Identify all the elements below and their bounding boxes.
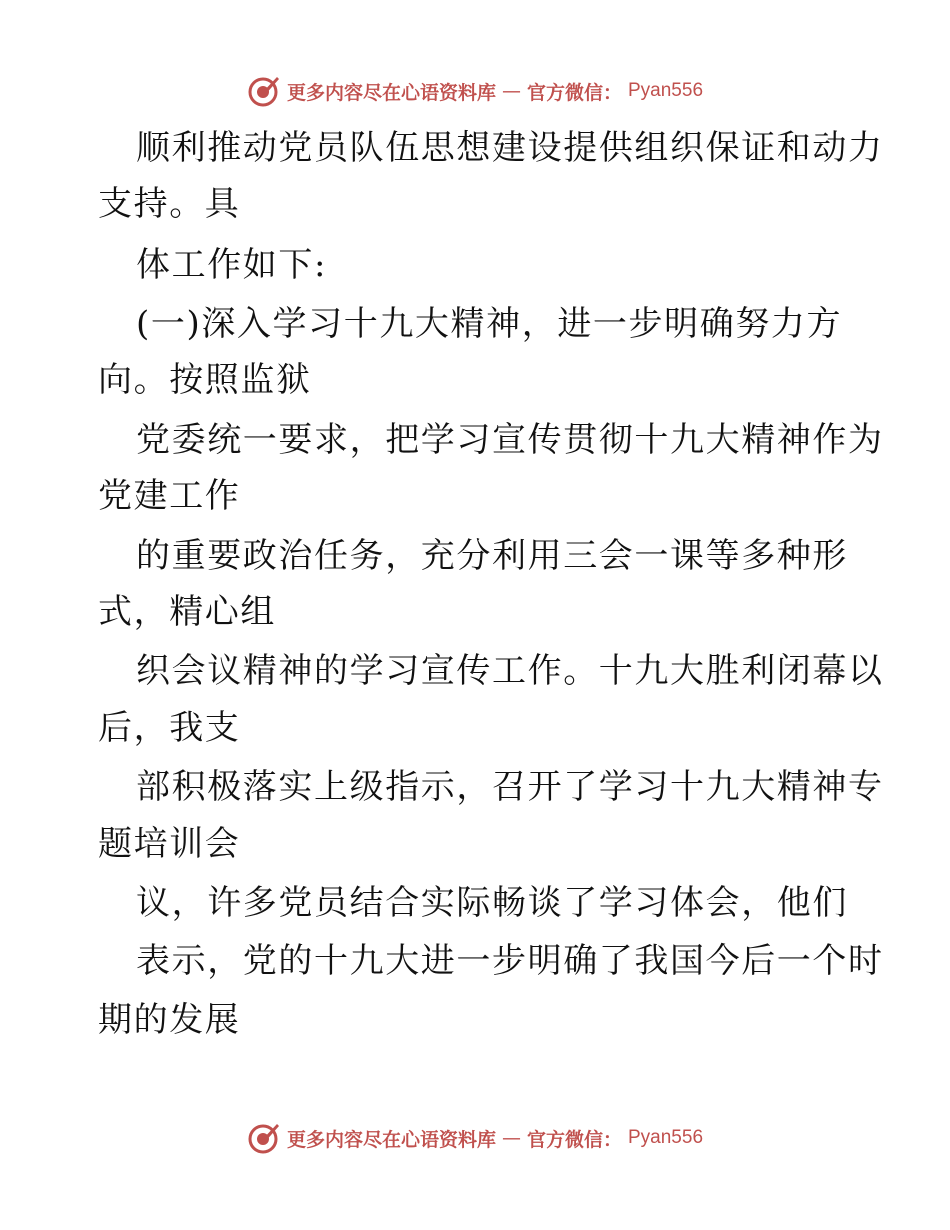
text-line: 表示，党的十九大进一步明确了我国今后一个时 bbox=[136, 941, 884, 981]
text-line: 顺利推动党员队伍思想建设提供组织保证和动力 bbox=[136, 128, 884, 168]
text-line: 织会议精神的学习宣传工作。十九大胜利闭幕以 bbox=[136, 651, 884, 691]
text-line: 期的发展 bbox=[98, 1000, 241, 1040]
text-line: 的重要政治任务，充分利用三会一课等多种形 bbox=[136, 536, 848, 576]
text-line: 部积极落实上级指示，召开了学习十九大精神专 bbox=[136, 767, 884, 807]
text-line: 后，我支 bbox=[98, 708, 241, 748]
watermark-official-text: 官方微信： bbox=[526, 81, 622, 104]
watermark-brand-text: 更多内容尽在心语资料库 bbox=[286, 81, 496, 104]
text-line: 式，精心组 bbox=[98, 592, 276, 632]
text-line: (一)深入学习十九大精神，进一步明确努力方 bbox=[136, 304, 843, 344]
text-line: 党建工作 bbox=[98, 476, 241, 516]
watermark-handle: Pyan556 bbox=[628, 1127, 704, 1148]
text-line: 题培训会 bbox=[98, 824, 241, 864]
text-line: 向。按照监狱 bbox=[98, 360, 312, 400]
watermark-brand-text: 更多内容尽在心语资料库 bbox=[286, 1128, 496, 1151]
text-line: 支持。具 bbox=[98, 184, 241, 224]
text-line: 议，许多党员结合实际畅谈了学习体会，他们 bbox=[136, 883, 848, 923]
watermark-official-text: 官方微信： bbox=[526, 1128, 622, 1151]
text-line: 体工作如下: bbox=[136, 245, 328, 285]
text-line: 党委统一要求，把学习宣传贯彻十九大精神作为 bbox=[136, 420, 884, 460]
watermark-dash: — bbox=[501, 80, 521, 102]
header-watermark bbox=[0, 71, 950, 111]
watermark-dash: — bbox=[501, 1127, 521, 1149]
watermark-handle: Pyan556 bbox=[628, 80, 704, 101]
footer-watermark bbox=[0, 1118, 950, 1158]
quill-logo-icon bbox=[247, 74, 281, 108]
quill-logo-icon bbox=[247, 1121, 281, 1155]
